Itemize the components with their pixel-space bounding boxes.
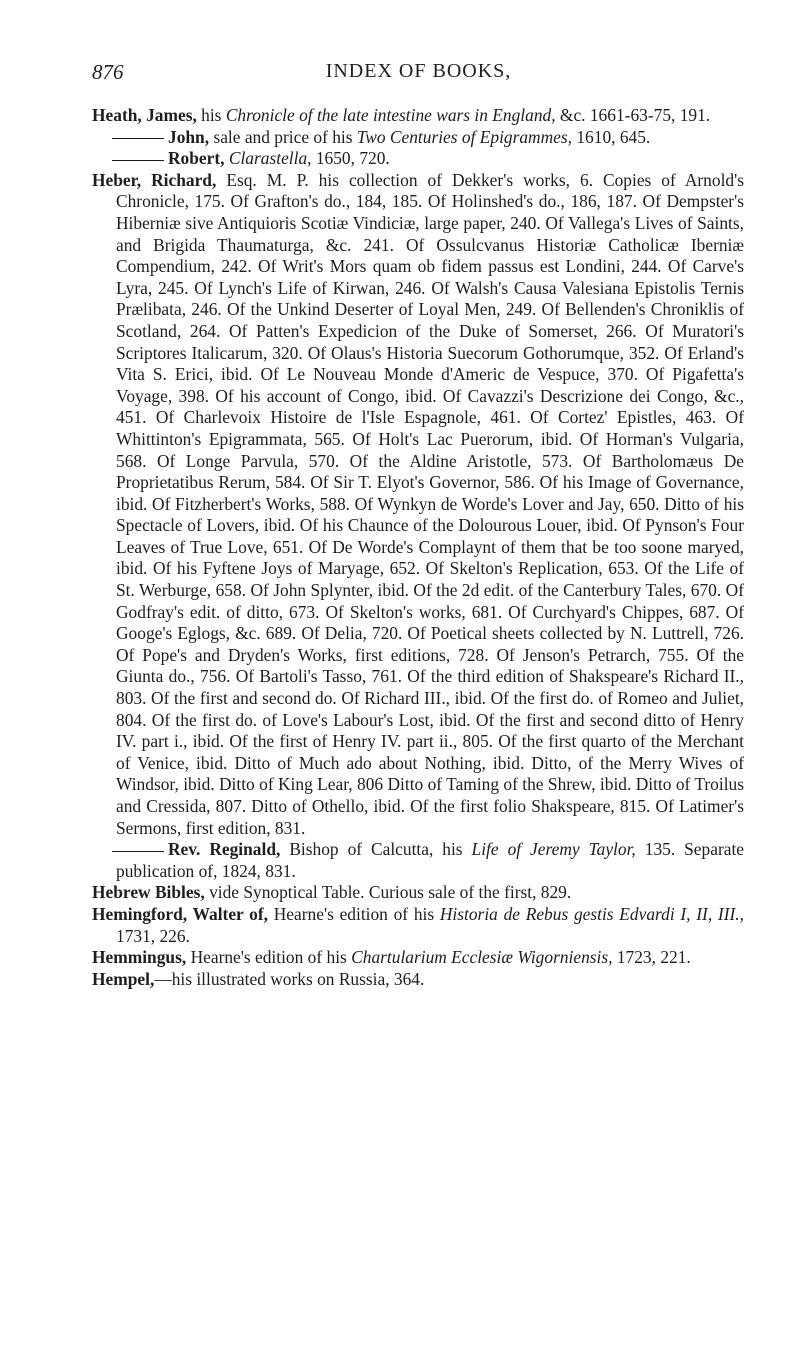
index-subentry xyxy=(92,839,744,882)
entry-heading: Hemmingus, xyxy=(92,947,187,968)
entry-text: his xyxy=(196,105,226,125)
index-entry xyxy=(92,170,744,839)
entry-heading: Heber, Richard, xyxy=(92,169,217,190)
entry-text: Esq. M. P. his collection of Dekker's works, 6. Copies of Arnold's Chronicle, 175. Of Grafton's do., 184, 185. Of Holinshed's do., 186, 187. Of Dempster's Hiberniæ sive Antiquioris Scotiæ Vindiciæ, large paper, 240. Of Vallega's Lives of Saints, and Brigida Thaumaturga, &c. 241. Of Ossulcvanus Historiæ Catholicæ Iberniæ Compendium, 242. Of Writ's Mors quam ob fidem passus est Londini, 244. Of Carve's Lyra, 245. Of Lynch's Life of Kirwan, 246. Of Walsh's Causa Valesiana Epistolis Ternis Prælibata, 246. Of the Unkind Deserter of Loyal Men, 249. Of Bellenden's Chroniklis of Scotland, 264. Of Patten's Expedicion of the Duke of Somerset, 266. Of Muratori's Scriptores Italicarum, 320. Of Olaus's Historia Suecorum Gothorumque, 352. Of Erland's Vita S. Erici, ibid. Of Le Nouveau Monde d'Americ de Vespuce, 370. Of Pigafetta's Voyage, 398. Of his account of Congo, ibid. Of Cavazzi's Descrizione dei Congo, &c., 451. Of Charlevoix Histoire de l'Isle Espagnole, 461. Of Cortez' Epistles, 463. Of Whittinton's Epigrammata, 565. Of Holt's Lac Puerorum, ibid. Of Horman's Vulgaria, 568. Of Longe Parvula, 570. Of the Aldine Aristotle, 573. Of Bartholomæus De Proprietatibus Rerum, 584. Of Sir T. Elyot's Governor, 586. Of his Image of Governance, ibid. Of Fitzherbert's Works, 588. Of Wynkyn de Worde's Lover and Jay, 650. Ditto of his Spectacle of Lovers, ibid. Of his Chaunce of the Dolourous Louer, ibid. Of Pynson's Four Leaves of True Love, 651. Of De Worde's Complaynt of them that be too soone maryed, ibid. Of his Fyftene Joys of Maryage, 652. Of Skelton's Replication, 653. Of the Life of St. Werburge, 658. Of John Splynter, ibid. Of the 2d edit. of the Canterbury Tales, 670. Of Godfray's edit. of ditto, 673. Of Skelton's works, 681. Of Curchyard's Chippes, 687. Of Googe's Eglogs, &c. 689. Of Delia, 720. Of Poetical sheets collected by N. Luttrell, 726. Of Pope's and Dryden's Works, first editions, 728. Of Jenson's Petrarch, 755. Of the Giunta do., 756. Of Bartoli's Tasso, 761. Of the third edition of Shakspeare's Richard II., 803. Of the first and second do. Of Richard III., ibid. Of the first do. of Romeo and Juliet, 804. Of the first do. of Love's Labour's Lost, ibid. Of the first and second ditto of Henry IV. part i., ibid. Of the first of Henry IV. part ii., 805. Of the first quarto of the Merchant of Venice, ibid. Ditto of Much ado about Nothing, ibid. Ditto, of the Merry Wives of Windsor, ibid. Ditto of King Lear, 806 Ditto of Taming of the Shrew, ibid. Ditto of Troilus and Cressida, 807. Ditto of Othello, ibid. Of the first folio Shakspeare, 815. Of Latimer's Sermons, first edition, 831. xyxy=(116,169,744,838)
entry-heading: Hempel, xyxy=(92,968,155,989)
entry-heading: Robert, xyxy=(168,148,225,169)
index-entries xyxy=(92,105,744,990)
entry-text: sale and price of his xyxy=(209,126,357,147)
index-subentry xyxy=(92,127,744,149)
entry-heading: John, xyxy=(168,126,210,147)
entry-title: Two Centuries of Epigrammes, xyxy=(356,126,573,147)
entry-text: 135. Separate publication of, 1824, 831. xyxy=(116,839,745,881)
index-entry xyxy=(92,882,744,904)
index-entry xyxy=(92,904,744,947)
entry-title: Chartularium Ecclesiæ Wigorniensis, xyxy=(351,947,613,968)
index-entry xyxy=(92,105,744,127)
index-subentry xyxy=(92,148,744,170)
entry-text: 1723, 221. xyxy=(612,947,691,968)
ditto-dash xyxy=(112,160,164,161)
ditto-dash xyxy=(112,851,164,852)
entry-text: 1610, 645. xyxy=(572,126,651,147)
entry-text: Bishop of Calcutta, his xyxy=(280,839,472,860)
entry-title: Chronicle of the late intestine wars in England, xyxy=(225,105,556,125)
entry-text: 1650, 720. xyxy=(311,148,390,169)
running-head: INDEX OF BOOKS, xyxy=(325,60,512,82)
ditto-dash xyxy=(112,138,164,139)
entry-heading: Rev. Reginald, xyxy=(168,839,281,860)
entry-title: Historia de Rebus gestis Edvardi I, II, III., xyxy=(439,903,744,924)
page-header xyxy=(92,60,745,90)
index-entry xyxy=(92,947,744,969)
entry-heading: Hebrew Bibles, xyxy=(92,882,205,903)
entry-title: Life of Jeremy Taylor, xyxy=(471,839,636,860)
page-number: 876 xyxy=(92,60,124,84)
entry-heading: Heath, James, xyxy=(92,105,197,125)
entry-text: &c. 1661-63-75, 191. xyxy=(555,105,711,125)
entry-text: 1731, 226. xyxy=(116,925,190,946)
entry-text: vide Synoptical Table. Curious sale of the first, 829. xyxy=(204,882,572,903)
index-entry xyxy=(92,969,744,991)
entry-heading: Hemingford, Walter of, xyxy=(92,903,269,924)
entry-title: Clarastella, xyxy=(228,148,312,169)
entry-text: —his illustrated works on Russia, 364. xyxy=(154,968,425,989)
entry-text: Hearne's edition of his xyxy=(186,947,352,968)
entry-text: Hearne's edition of his xyxy=(268,903,440,924)
